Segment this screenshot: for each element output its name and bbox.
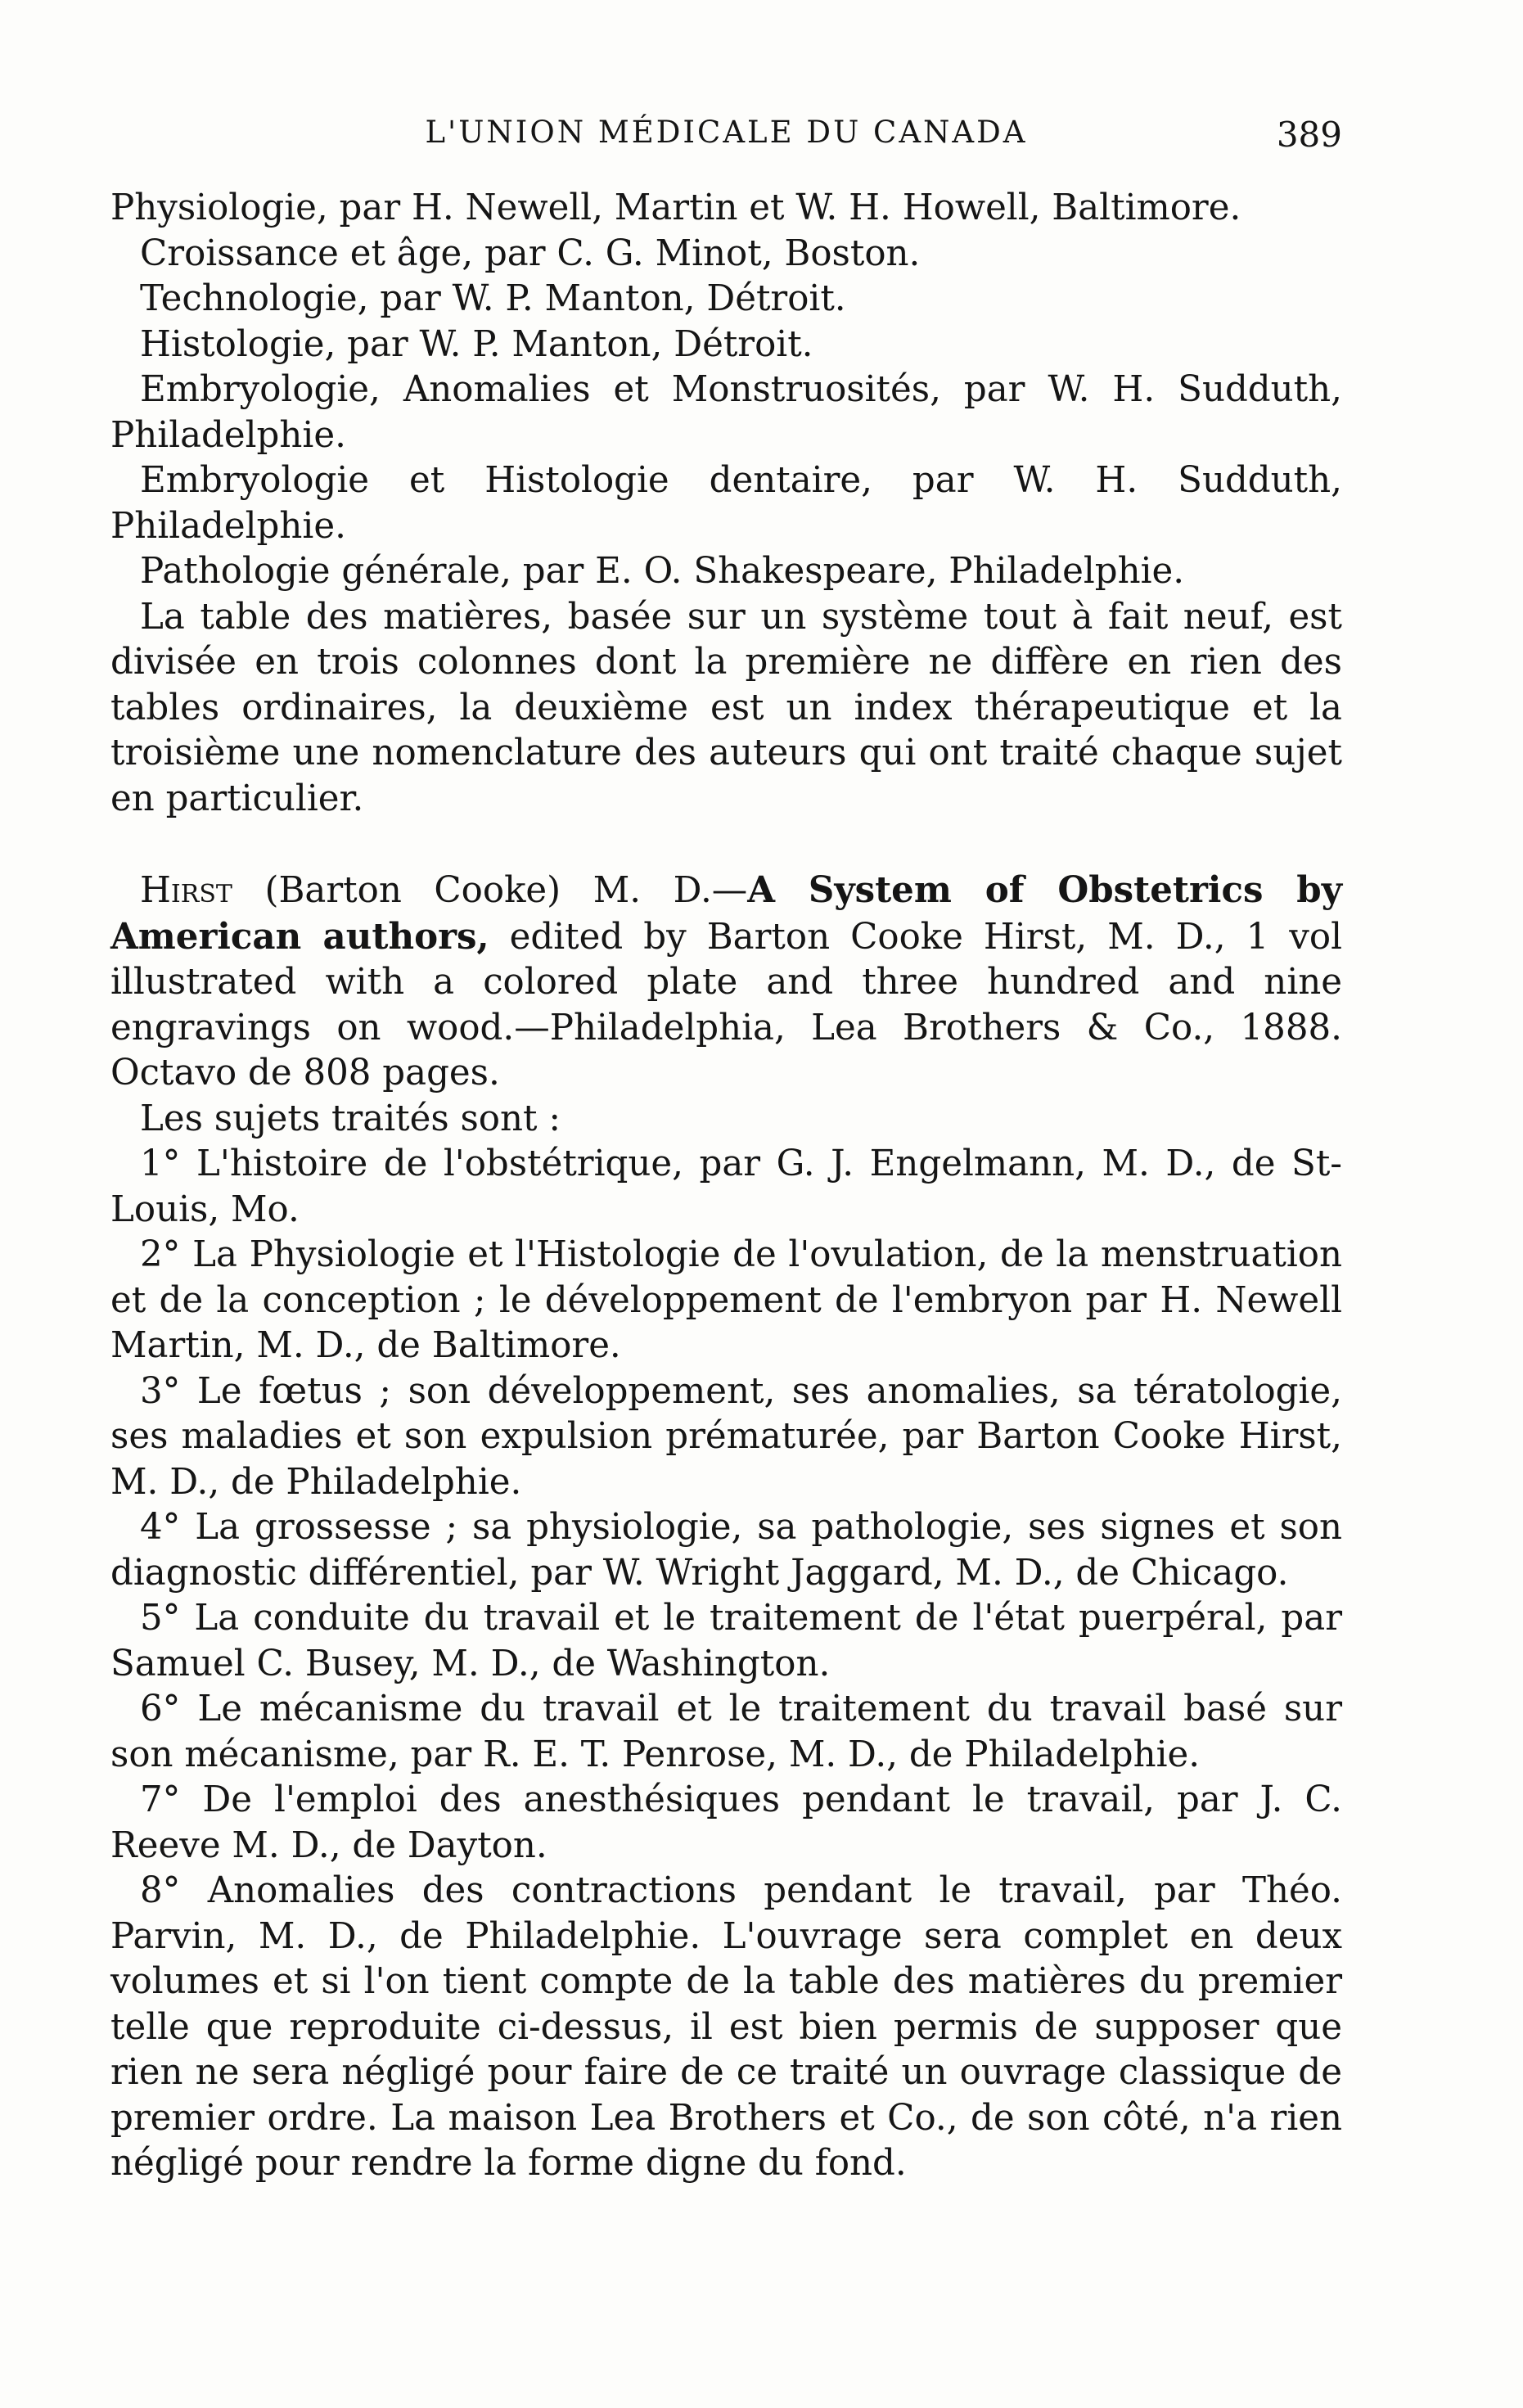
section-gap [110,822,1342,868]
review-entry [110,868,1342,1097]
subject-item: 5° La conduite du travail et le traitement de l'état puerpéral, par Samuel C. Busey, M. D., de Washington. [110,1598,1342,1684]
review-author: Hirst [140,870,232,911]
subject-item: 1° L'histoire de l'obstétrique, par G. J. Engelmann, M. D., de St-Louis, Mo. [110,1143,1342,1230]
subject-item: 6° Le mécanisme du travail et le traitement du travail basé sur son mécanisme, par R. E. T. Penrose, M. D., de Philadelphie. [110,1689,1342,1775]
running-title: L'UNION MÉDICALE DU CANADA [425,115,1028,150]
list-item: Physiologie, par H. Newell, Martin et W. H. Howell, Baltimore. [110,187,1241,228]
list-item: Croissance et âge, par C. G. Minot, Boston. [140,232,921,274]
subject-item: 8° Anomalies des contractions pendant le travail, par Théo. Parvin, M. D., de Philadelphie. L'ouvrage sera complet en deux volumes et si l'on tient compte de la table des matières du premier telle que reproduite ci-dessus, il est bien permis de supposer que rien ne sera négligé pour faire de ce traité un ouvrage classique de premier ordre. La maison Lea Brothers et Co., de son côté, n'a rien négligé pour rendre la forme digne du fond. [110,1870,1342,2184]
list-item: Embryologie, Anomalies et Monstruosités, par W. H. Sudduth, Philadelphie. [110,369,1342,456]
page-header [110,115,1342,164]
table-of-contents-paragraph: La table des matières, basée sur un système tout à fait neuf, est divisée en trois colonnes dont la première ne diffère en rien des tables ordinaires, la deuxième est un index thérapeutique et la troisième une nomenclature des auteurs qui ont traité chaque sujet en particulier. [110,596,1342,819]
list-item: Embryologie et Histologie dentaire, par W. H. Sudduth, Philadelphie. [110,460,1342,547]
list-item: Technologie, par W. P. Manton, Détroit. [140,278,846,319]
subject-item: 3° Le fœtus ; son développement, ses anomalies, sa tératologie, ses maladies et son expulsion prématurée, par Barton Cooke Hirst, M. D., de Philadelphie. [110,1370,1342,1503]
subject-item: 4° La grossesse ; sa physiologie, sa pathologie, ses signes et son diagnostic différentiel, par W. Wright Jaggard, M. D., de Chicago. [110,1507,1342,1594]
list-item: Pathologie générale, par E. O. Shakespeare, Philadelphie. [140,551,1185,592]
review-author-details: (Barton Cooke) M. D.— [232,870,748,911]
list-item: Histologie, par W. P. Manton, Détroit. [140,323,813,365]
book-title: A System of Obstetrics by American authors, [110,869,1342,958]
page-body [110,186,1342,2187]
subjects-intro: Les sujets traités sont : [140,1098,561,1139]
subject-item: 2° La Physiologie et l'Histologie de l'ovulation, de la menstruation et de la conception ; le développement de l'embryon par H. Newell Martin, M. D., de Baltimore. [110,1234,1342,1366]
page-number: 389 [1276,115,1342,155]
subject-item: 7° De l'emploi des anesthésiques pendant le travail, par J. C. Reeve M. D., de Dayton. [110,1779,1342,1866]
book-description: edited by Barton Cooke Hirst, M. D., 1 vol illustrated with a colored plate and three hundred and nine engravings on wood.—Philadelphia, Lea Brothers & Co., 1888. Octavo de 808 pages. [110,916,1342,1094]
